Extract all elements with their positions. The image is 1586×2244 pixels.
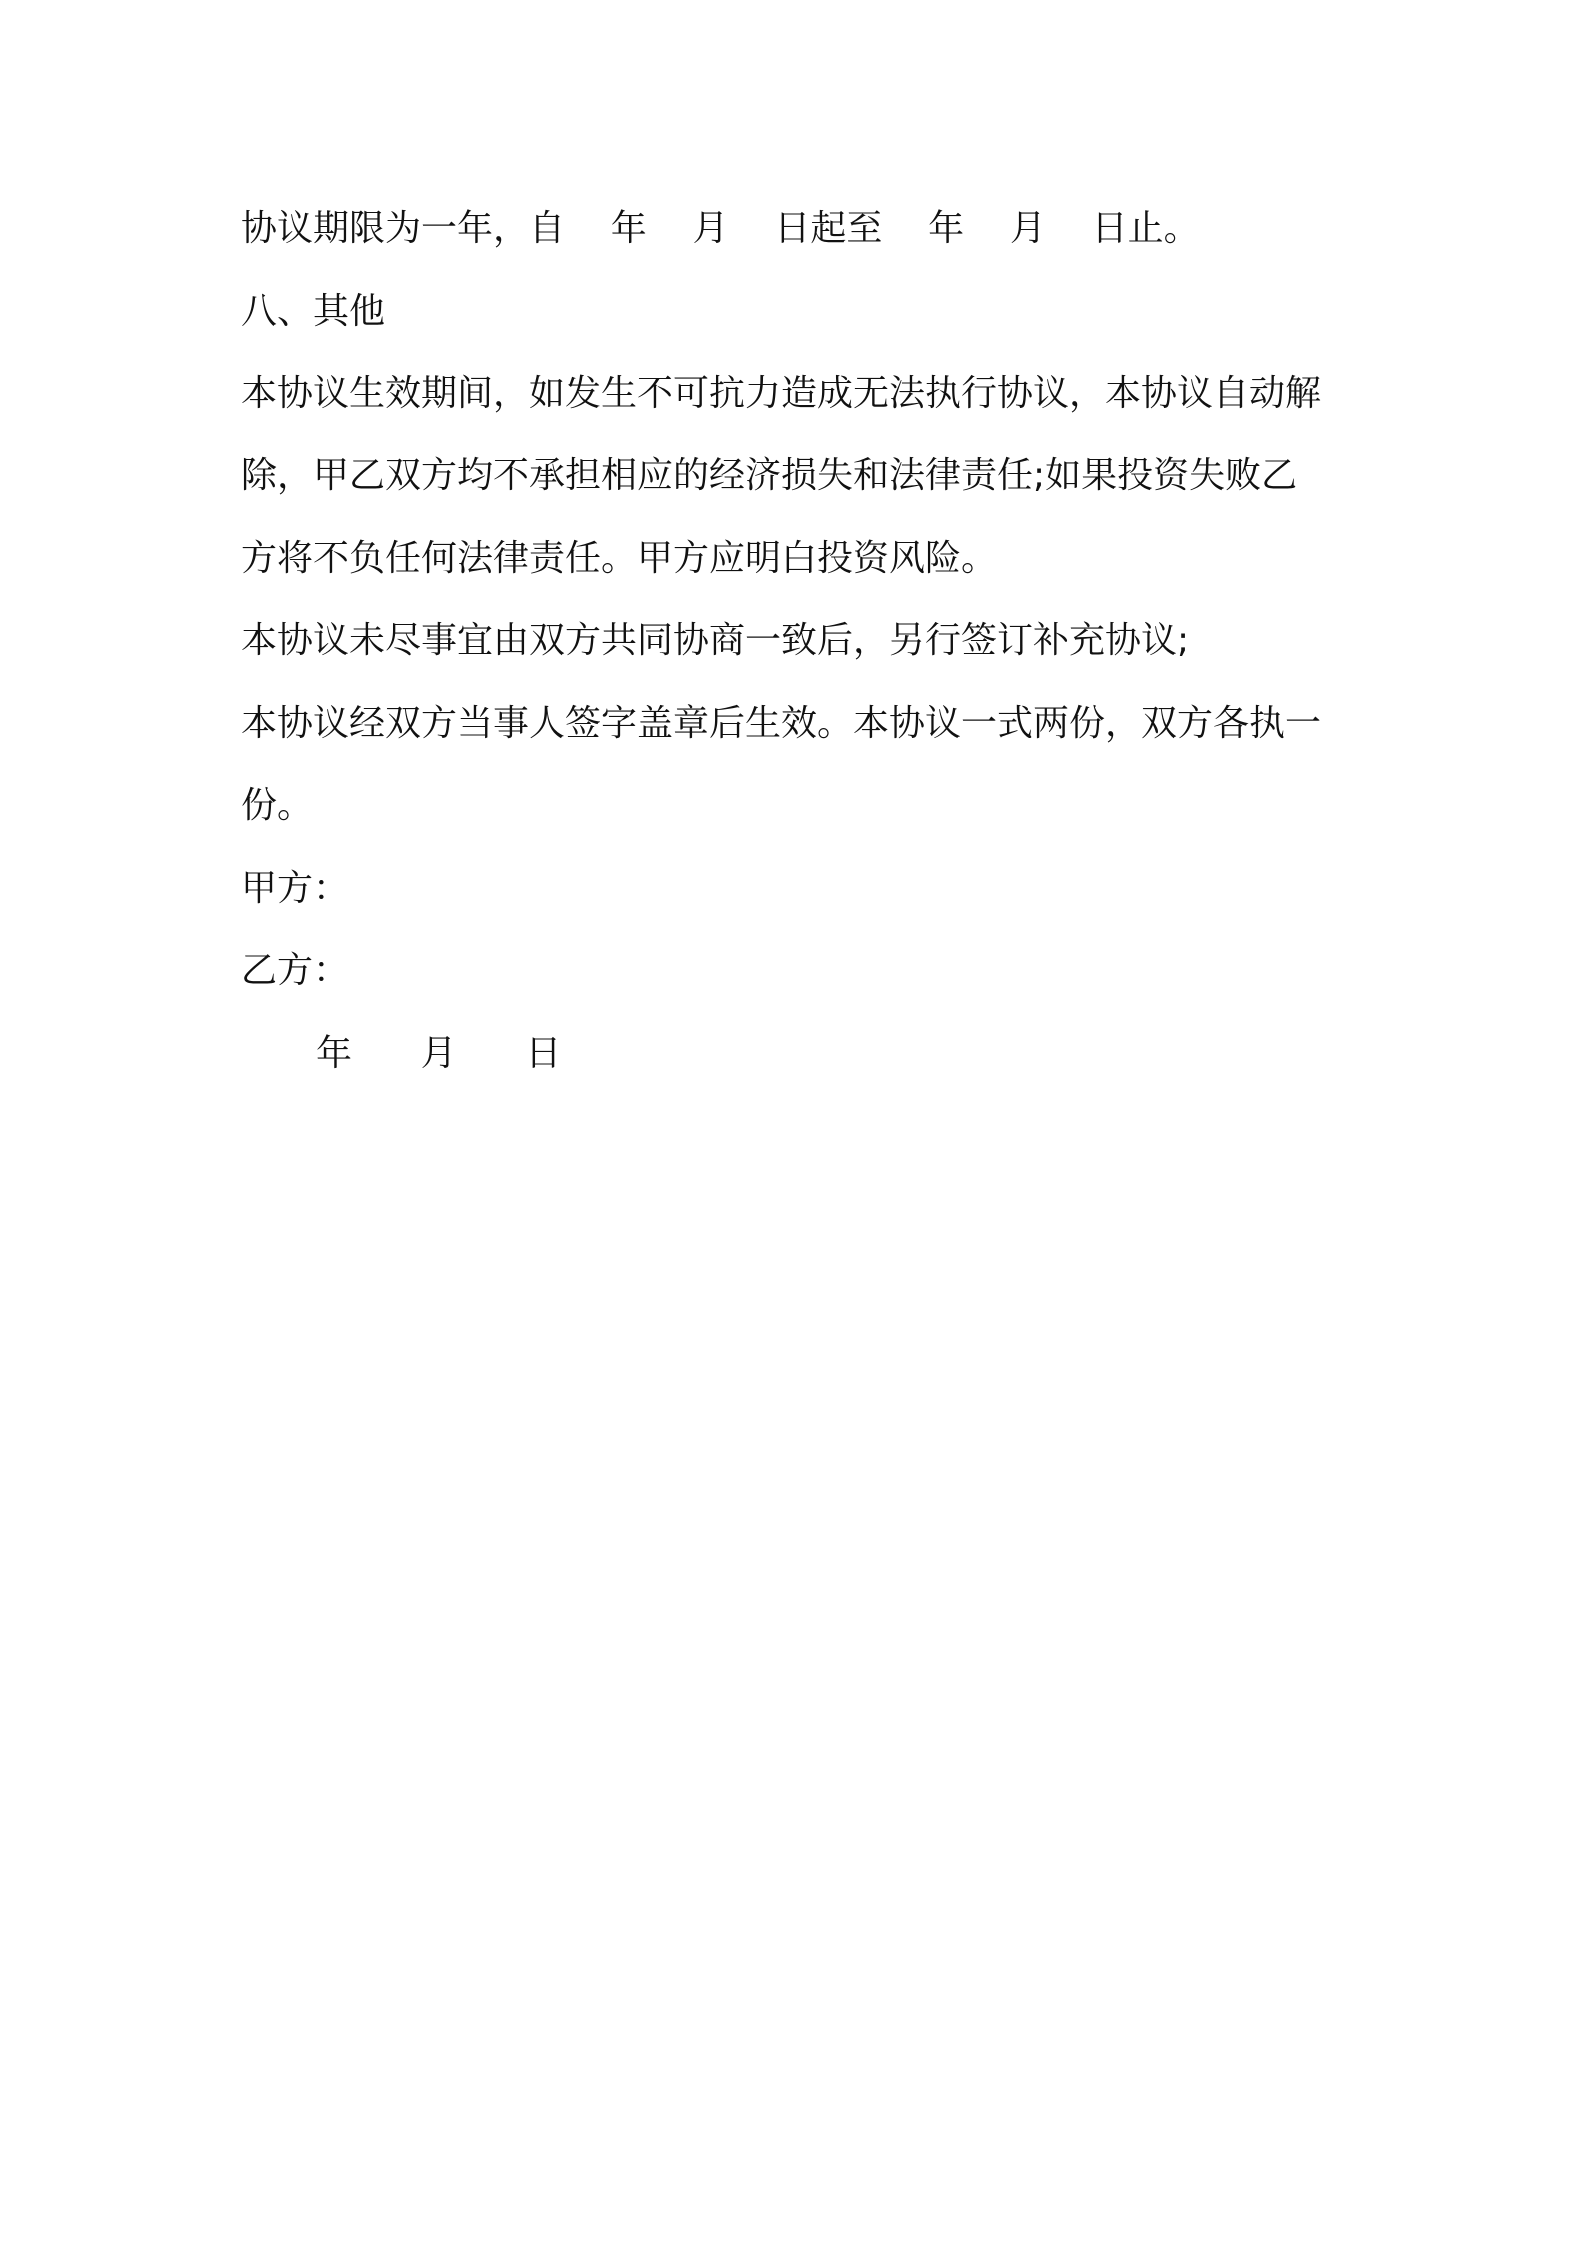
agreement-term-line: 协议期限为一年，自 年 月 日起至 年 月 日止。 <box>241 208 1200 249</box>
force-majeure-line-3: 方将不负任何法律责任。甲方应明白投资风险。 <box>241 538 998 579</box>
section-heading-other: 八、其他 <box>241 291 386 332</box>
supplement-agreement-line: 本协议未尽事宜由双方共同协商一致后，另行签订补充协议; <box>241 620 1190 661</box>
party-b-signature-label: 乙方： <box>241 950 350 991</box>
force-majeure-line-2: 除，甲乙双方均不承担相应的经济损失和法律责任;如果投资失败乙 <box>241 455 1298 496</box>
force-majeure-line-1: 本协议生效期间，如发生不可抗力造成无法执行协议，本协议自动解 <box>241 373 1322 414</box>
party-a-signature-label: 甲方： <box>241 868 350 909</box>
signature-date: 年 月 日 <box>316 1033 562 1074</box>
effective-clause-line-2: 份。 <box>241 785 314 826</box>
effective-clause-line-1: 本协议经双方当事人签字盖章后生效。本协议一式两份，双方各执一 <box>241 703 1322 744</box>
